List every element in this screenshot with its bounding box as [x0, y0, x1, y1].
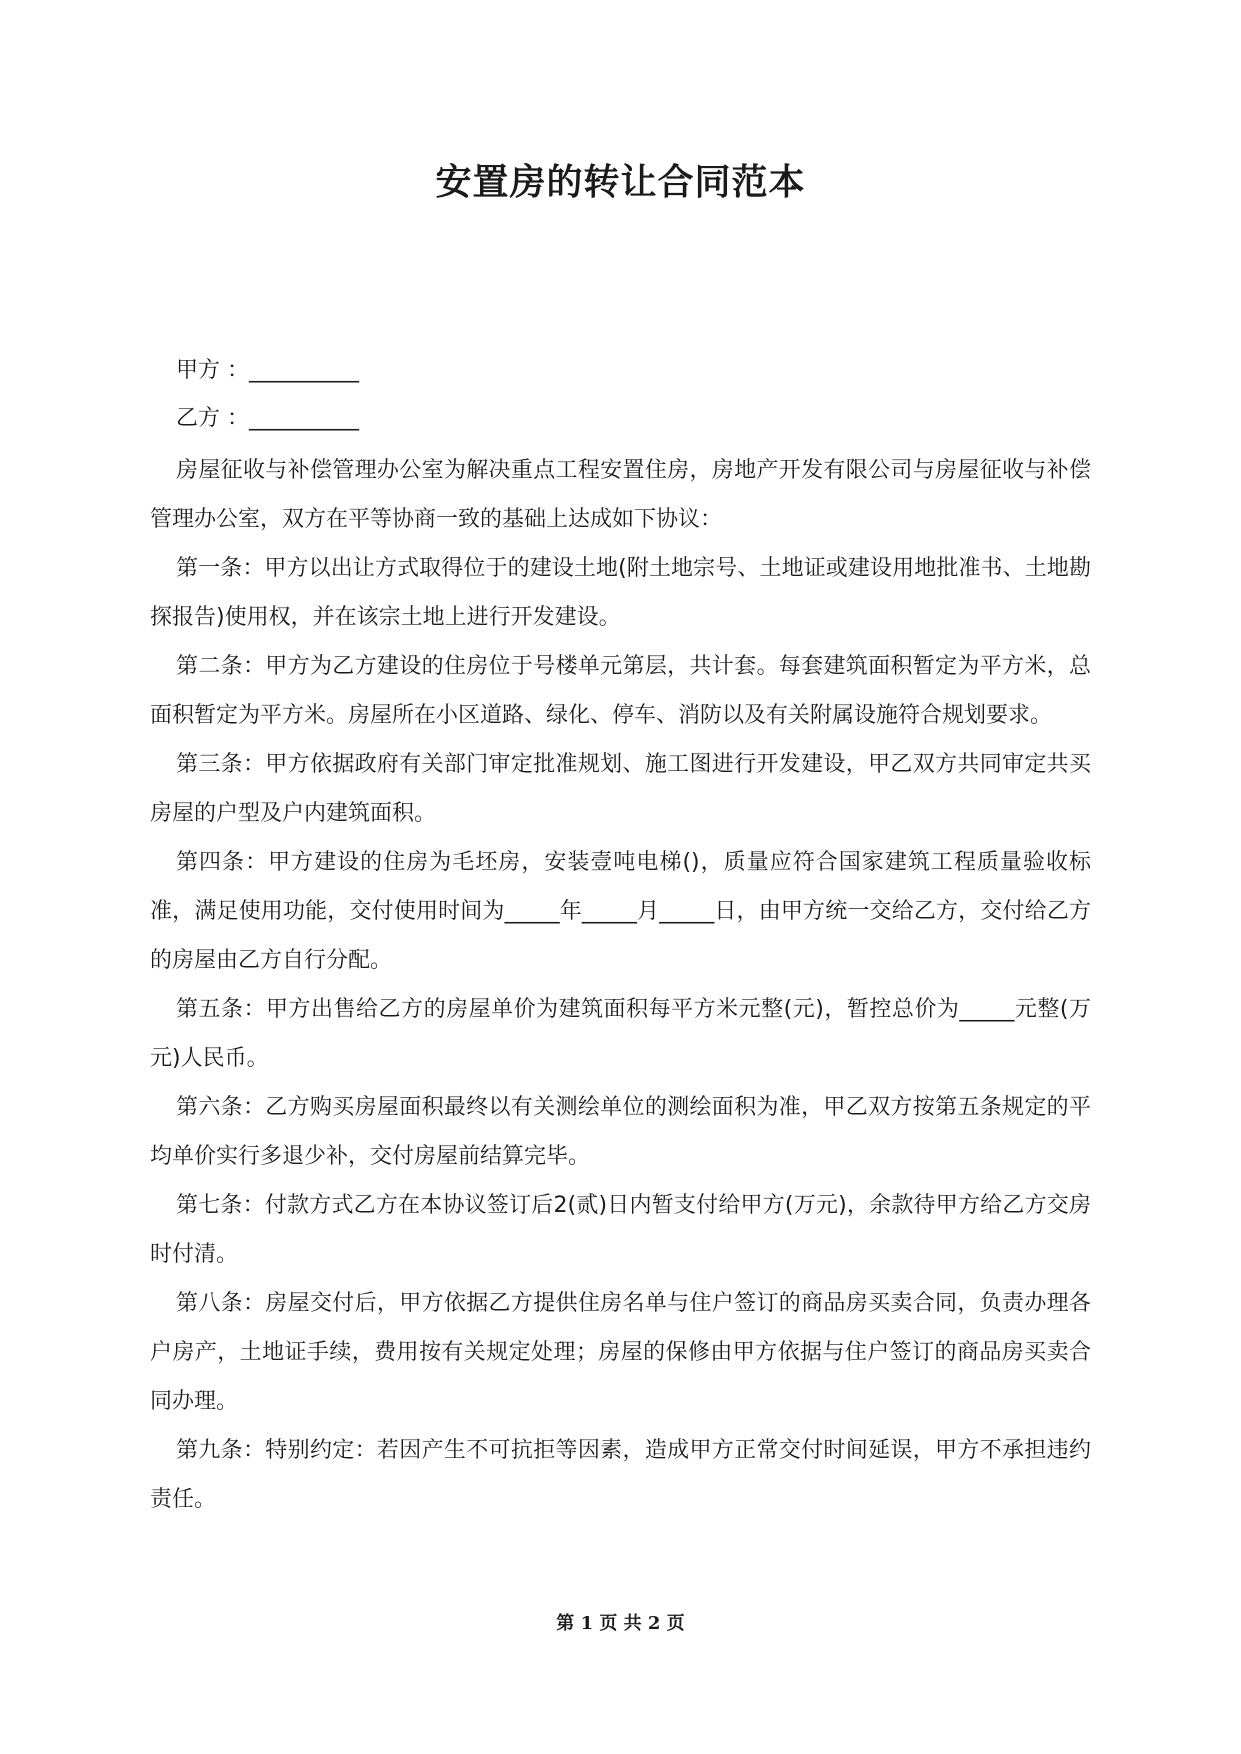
preamble-paragraph: 房屋征收与补偿管理办公室为解决重点工程安置住房，房地产开发有限公司与房屋征收与补偿管理办公室，双方在平等协商一致的基础上达成如下协议：: [150, 458, 1091, 532]
clause-3: 第三条：甲方依据政府有关部门审定批准规划、施工图进行开发建设，甲乙双方共同审定共买房屋的户型及户内建筑面积。: [150, 752, 1091, 826]
clause-7: 第七条：付款方式乙方在本协议签订后2(贰)日内暂支付给甲方(万元)，余款待甲方给乙方交房时付清。: [150, 1193, 1091, 1267]
page-number-footer: 第 1 页 共 2 页: [556, 1613, 685, 1634]
clause-1: 第一条：甲方以出让方式取得位于的建设土地(附土地宗号、土地证或建设用地批准书、土地勘探报告)使用权，并在该宗土地上进行开发建设。: [150, 556, 1091, 630]
party-b-line: 乙方 ：__________: [176, 406, 359, 431]
clause-5: 第五条：甲方出售给乙方的房屋单价为建筑面积每平方米元整(元)，暂控总价为_____元整(万元)人民币。: [150, 997, 1091, 1071]
document-title: 安置房的转让合同范本: [435, 162, 806, 203]
clause-9: 第九条：特别约定：若因产生不可抗拒等因素，造成甲方正常交付时间延误，甲方不承担违约责任。: [150, 1438, 1091, 1512]
party-a-line: 甲方 ：__________: [176, 358, 359, 383]
contract-body: [150, 446, 1091, 1524]
clause-2: 第二条：甲方为乙方建设的住房位于号楼单元第层，共计套。每套建筑面积暂定为平方米，总面积暂定为平方米。房屋所在小区道路、绿化、停车、消防以及有关附属设施符合规划要求。: [150, 654, 1091, 728]
clause-8: 第八条：房屋交付后，甲方依据乙方提供住房名单与住户签订的商品房买卖合同，负责办理各户房产，土地证手续，费用按有关规定处理；房屋的保修由甲方依据与住户签订的商品房买卖合同办理。: [150, 1291, 1091, 1414]
clause-6: 第六条：乙方购买房屋面积最终以有关测绘单位的测绘面积为准，甲乙双方按第五条规定的平均单价实行多退少补，交付房屋前结算完毕。: [150, 1095, 1091, 1169]
clause-4: 第四条：甲方建设的住房为毛坯房，安装壹吨电梯()，质量应符合国家建筑工程质量验收标准，满足使用功能，交付使用时间为_____年_____月_____日，由甲方统一交给乙方，交付给乙方的房屋由乙方自行分配。: [150, 850, 1091, 973]
